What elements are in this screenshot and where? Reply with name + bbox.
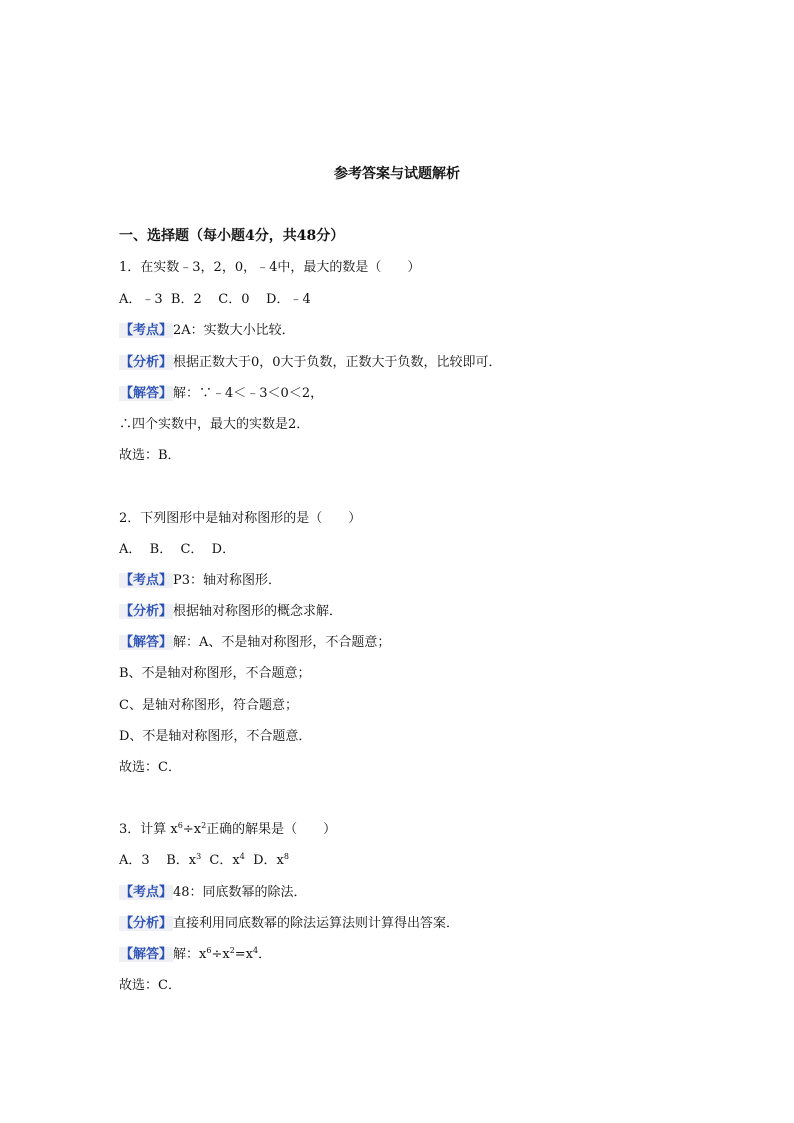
q3-point (119, 884, 307, 902)
q3-exp: 8 (283, 852, 289, 861)
analysis-tag: 【分析】 (120, 604, 173, 619)
q3-ans-eq: =x (234, 947, 254, 962)
answer-tag: 【解答】 (120, 386, 173, 401)
section-heading: 一、选择题（每小题4分，共48分） (119, 228, 345, 244)
q3-answer (119, 946, 271, 964)
point-tag: 【考点】 (120, 573, 173, 588)
q3-q-mid: ÷x (182, 822, 202, 837)
answer-tag: 【解答】 (120, 947, 173, 962)
q2-question: 2．下列图形中是轴对称图形的是（ ） (119, 511, 362, 526)
point-tag: 【考点】 (120, 885, 173, 900)
q3-opt-d: D．x (244, 853, 284, 868)
q2-choice: 故选：C． (119, 760, 181, 775)
q3-q-pre: 3．计算 x (119, 822, 178, 837)
q3-opt-c: C．x (201, 853, 240, 868)
q2-answer-b: B、不是轴对称图形，不合题意； (119, 666, 311, 681)
q1-options (119, 291, 311, 309)
q2-options-text: A． B． C． D． (119, 542, 236, 557)
q3-exp: 3 (196, 852, 202, 861)
q2-answer-text: 解：A、不是轴对称图形，不合题意； (173, 635, 391, 650)
q3-options (119, 852, 289, 870)
q2-answer-c: C、是轴对称图形，符合题意； (119, 698, 298, 713)
q2-answer-d: D、不是轴对称图形，不合题意． (119, 729, 312, 744)
q1-analysis-text: 根据正数大于0，0大于负数，正数大于负数，比较即可． (173, 355, 502, 370)
q3-choice: 故选：C． (119, 978, 181, 993)
analysis-tag: 【分析】 (120, 355, 173, 370)
q2-point (119, 572, 281, 590)
q3-analysis (119, 915, 459, 933)
analysis-tag: 【分析】 (120, 916, 173, 931)
q3-opt-a: A．3 B．x (119, 853, 197, 868)
point-tag: 【考点】 (120, 323, 173, 338)
q1-point-text: 2A：实数大小比较． (173, 323, 295, 338)
q3-exp: 2 (229, 946, 235, 955)
q1-answer (119, 385, 323, 403)
q2-analysis-text: 根据轴对称图形的概念求解． (173, 604, 343, 619)
q1-answer-text: 解：∵﹣4＜﹣3＜0＜2， (173, 386, 324, 401)
q1-choice: 故选：B． (119, 448, 181, 463)
q3-exp: 6 (177, 821, 183, 830)
q3-ans-mid: ÷x (211, 947, 230, 962)
q1-analysis (119, 354, 502, 372)
q3-ans-post: ． (258, 947, 272, 962)
page-title: 参考答案与试题解析 (334, 166, 460, 182)
q1-options-text: A．﹣3 B．2 C．0 D．﹣4 (119, 292, 311, 307)
q2-point-text: P3：轴对称图形． (173, 573, 282, 588)
q3-exp: 4 (239, 852, 245, 861)
q2-answer (119, 634, 390, 652)
q3-ans-pre: 解：x (173, 947, 207, 962)
q3-exp: 2 (201, 821, 207, 830)
q1-answer-line2: ∴四个实数中，最大的实数是2． (119, 417, 310, 432)
q1-question: 1．在实数﹣3，2，0，﹣4中，最大的数是（ ） (119, 260, 421, 275)
q3-point-text: 48：同底数幂的除法． (173, 885, 307, 900)
q3-exp: 4 (253, 946, 259, 955)
q2-options (119, 541, 235, 559)
q1-point (119, 322, 295, 340)
q2-analysis (119, 603, 342, 621)
q3-question (119, 821, 336, 839)
answer-tag: 【解答】 (120, 635, 173, 650)
q3-exp: 6 (206, 946, 212, 955)
q3-q-post: 正确的解果是（ ） (206, 822, 337, 837)
q3-analysis-text: 直接利用同底数幂的除法运算法则计算得出答案． (173, 916, 460, 931)
